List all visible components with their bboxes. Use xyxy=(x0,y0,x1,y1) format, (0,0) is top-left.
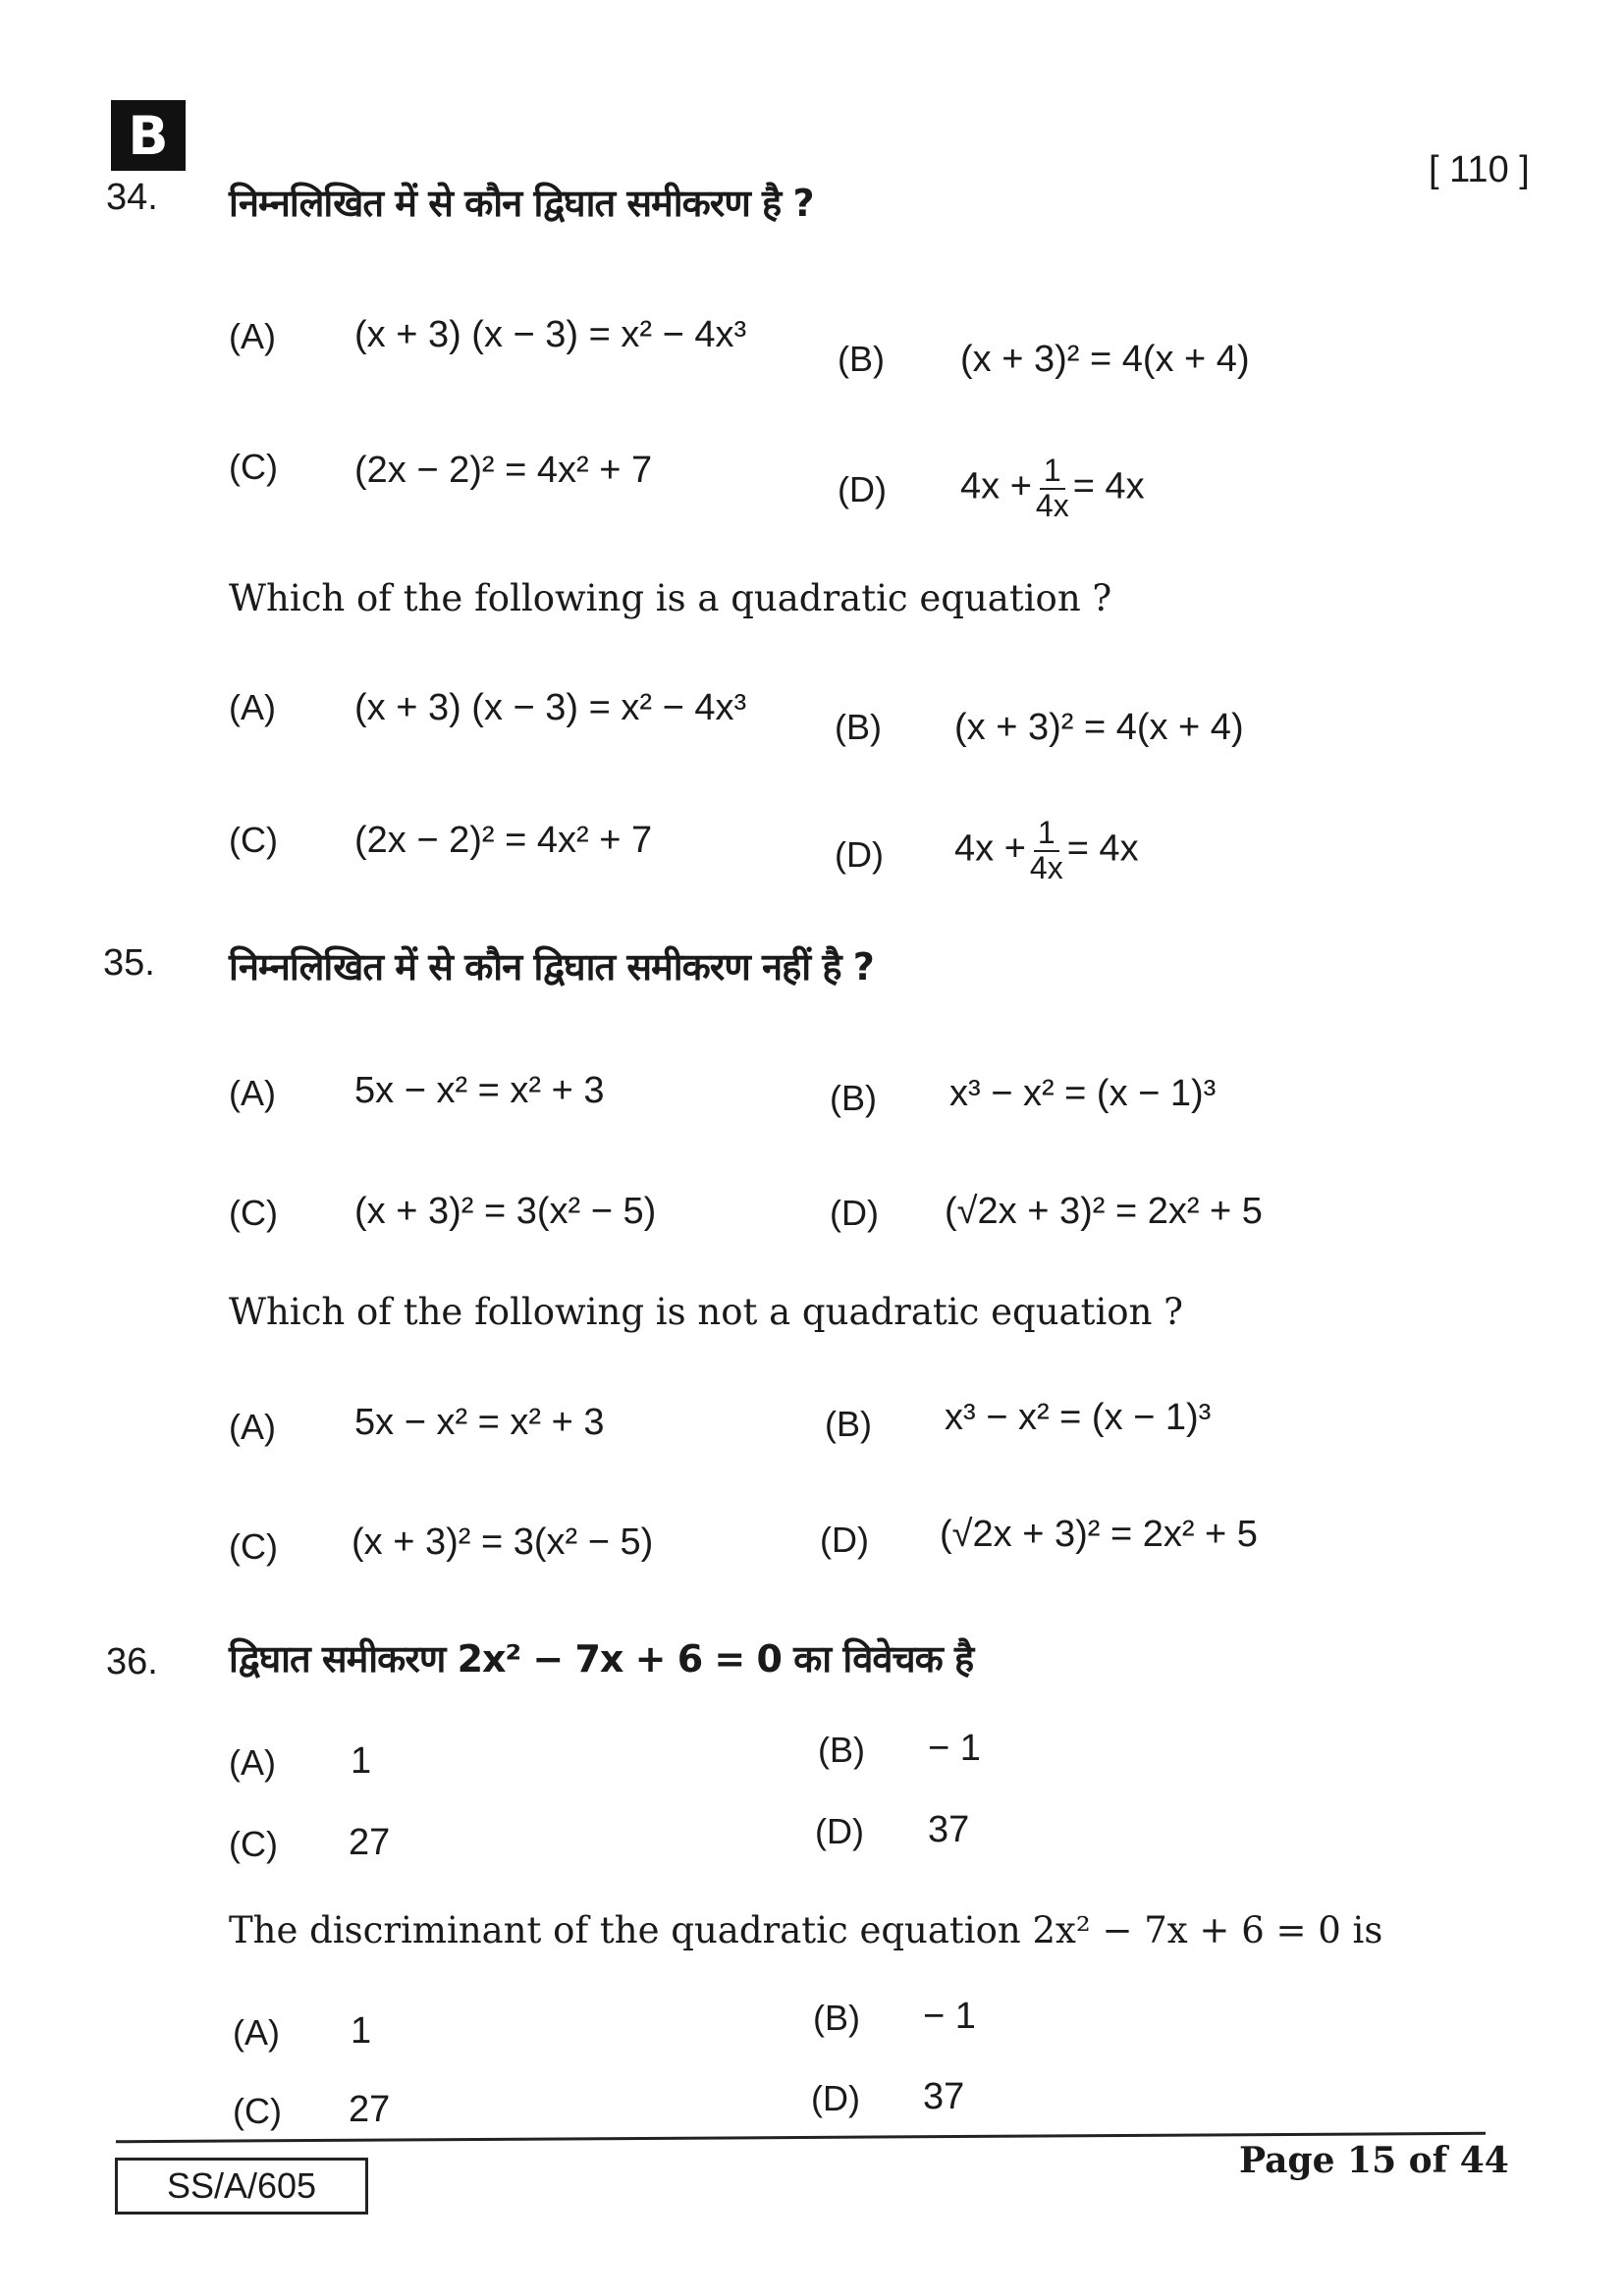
question-text-english: Which of the following is not a quadratic equation ? xyxy=(229,1291,1183,1333)
question-number: 36. xyxy=(106,1641,158,1682)
option-d: (√2x + 3)² = 2x² + 5 xyxy=(945,1191,1263,1232)
paper-code: SS/A/605 xyxy=(115,2158,368,2215)
option-label: (A) xyxy=(229,316,276,356)
marks: [ 110 ] xyxy=(1429,149,1530,190)
option-a: (x + 3) (x − 3) = x² − 4x³ xyxy=(354,314,747,355)
denominator: 4x xyxy=(1035,487,1069,523)
option-label: (B) xyxy=(813,1998,860,2038)
option-a: 1 xyxy=(351,2010,372,2052)
option-c: (2x − 2)² = 4x² + 7 xyxy=(354,820,653,861)
question-text-english: Which of the following is a quadratic equation ? xyxy=(229,577,1112,619)
option-label: (B) xyxy=(835,707,882,747)
option-b: x³ − x² = (x − 1)³ xyxy=(945,1397,1212,1438)
option-label: (C) xyxy=(229,1193,278,1233)
question-text-hindi: निम्नलिखित में से कौन द्विघात समीकरण नहीं है ? xyxy=(229,945,874,988)
option-label: (B) xyxy=(825,1404,872,1444)
option-b: (x + 3)² = 4(x + 4) xyxy=(954,707,1244,748)
option-c: 27 xyxy=(349,1822,391,1863)
option-label: (D) xyxy=(838,469,887,509)
option-d xyxy=(960,454,1145,522)
question-text-hindi: निम्नलिखित में से कौन द्विघात समीकरण है ? xyxy=(229,182,814,225)
option-label: (D) xyxy=(815,1811,864,1851)
option-d: (√2x + 3)² = 2x² + 5 xyxy=(940,1514,1258,1555)
question-text-english: The discriminant of the quadratic equation 2x² − 7x + 6 = 0 is xyxy=(229,1909,1383,1951)
option-b: − 1 xyxy=(928,1728,981,1769)
question-text-hindi: द्विघात समीकरण 2x² − 7x + 6 = 0 का विवेचक है xyxy=(229,1637,974,1681)
option-label: (A) xyxy=(229,1742,276,1783)
option-c: 27 xyxy=(349,2089,391,2130)
numerator: 1 xyxy=(1034,817,1059,852)
option-label: (B) xyxy=(818,1730,865,1770)
option-label: (B) xyxy=(830,1078,877,1118)
eq-part: 4x + xyxy=(954,828,1026,870)
denominator: 4x xyxy=(1029,849,1063,885)
option-a: 1 xyxy=(351,1740,372,1782)
page-number: Page 15 of 44 xyxy=(1239,2140,1509,2181)
option-label: (C) xyxy=(229,447,278,487)
option-c: (2x − 2)² = 4x² + 7 xyxy=(354,450,653,491)
option-label: (A) xyxy=(229,1407,276,1447)
option-label: (C) xyxy=(229,820,278,860)
set-badge: B xyxy=(111,100,186,171)
eq-part: = 4x xyxy=(1066,828,1139,870)
option-label: (B) xyxy=(838,339,885,379)
option-a: 5x − x² = x² + 3 xyxy=(354,1402,605,1443)
option-label: (C) xyxy=(229,1526,278,1567)
fraction xyxy=(1036,454,1069,522)
fraction xyxy=(1030,817,1063,884)
option-b: − 1 xyxy=(923,1996,976,2037)
option-label: (C) xyxy=(233,2091,282,2131)
option-label: (A) xyxy=(229,687,276,727)
option-label: (D) xyxy=(811,2078,860,2118)
option-d: 37 xyxy=(923,2076,965,2117)
option-d xyxy=(954,817,1139,884)
option-label: (D) xyxy=(830,1193,879,1233)
option-label: (A) xyxy=(233,2012,280,2053)
option-label: (D) xyxy=(835,834,884,875)
question-number: 34. xyxy=(106,177,158,218)
option-label: (A) xyxy=(229,1073,276,1113)
option-b: (x + 3)² = 4(x + 4) xyxy=(960,339,1250,380)
eq-part: 4x + xyxy=(960,465,1032,507)
option-label: (D) xyxy=(820,1520,869,1560)
option-label: (C) xyxy=(229,1824,278,1864)
question-number: 35. xyxy=(103,942,155,984)
option-b: x³ − x² = (x − 1)³ xyxy=(949,1073,1217,1114)
option-d: 37 xyxy=(928,1809,970,1850)
option-c: (x + 3)² = 3(x² − 5) xyxy=(354,1191,657,1232)
eq-part: = 4x xyxy=(1072,465,1145,507)
option-a: (x + 3) (x − 3) = x² − 4x³ xyxy=(354,687,747,728)
option-a: 5x − x² = x² + 3 xyxy=(354,1070,605,1111)
option-c: (x + 3)² = 3(x² − 5) xyxy=(352,1522,654,1563)
numerator: 1 xyxy=(1040,454,1065,490)
